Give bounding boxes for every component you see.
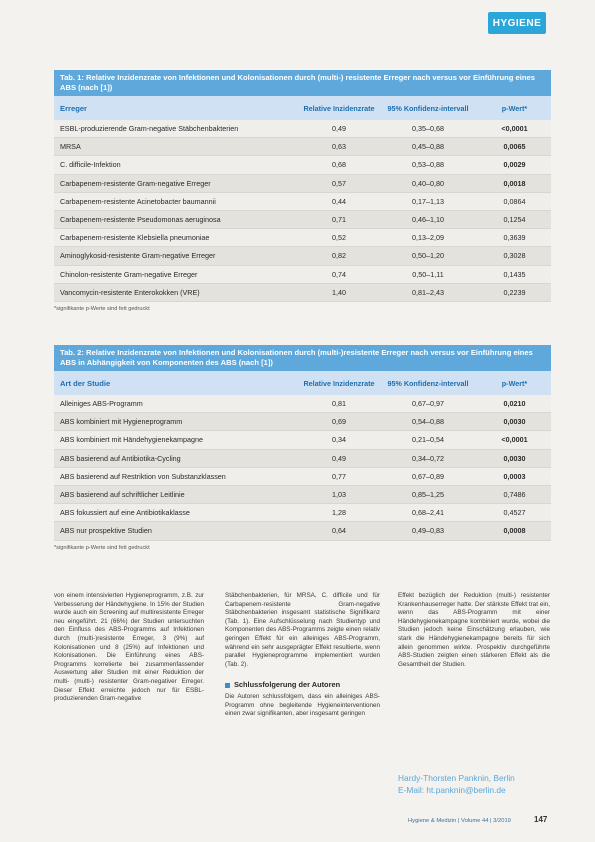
table-row bbox=[54, 193, 551, 211]
cell-rate: 0,57 bbox=[332, 178, 346, 188]
table-row bbox=[54, 175, 551, 193]
body-column-3: Effekt bezüglich der Reduktion (multi-) resistenter Krankenhauserreger hatte. Der stärkste Effekt trat ein, wenn das ABS-Programm mit einer Händehygienekampagne kombiniert wurde, wobei die Studien jedoch keine Einschätzung erlauben, wie stark die Händehygienekampagne bereits für sich allein genommen wirkte. Prospektiv durchgeführte ABS-Studien zeigten einen stärkeren Effekt als die Gesamtheit der Studien. bbox=[398, 592, 550, 668]
page-number: 147 bbox=[534, 815, 548, 824]
cell-interval: 0,81–2,43 bbox=[412, 287, 444, 297]
cell-p-value: 0,1435 bbox=[503, 269, 526, 279]
cell-p-value: 0,7486 bbox=[503, 490, 526, 500]
table-1-footnote: *signifikante p-Werte sind fett gedruckt bbox=[54, 305, 150, 312]
cell-interval: 0,13–2,09 bbox=[412, 233, 444, 243]
cell-p-value: 0,0003 bbox=[503, 471, 526, 481]
cell-p-value: 0,0008 bbox=[503, 526, 526, 536]
author-email[interactable]: E-Mail: ht.panknin@berlin.de bbox=[398, 785, 506, 795]
cell-label: ABS kombiniert mit Händehygienekampagne bbox=[60, 435, 204, 445]
cell-label: ABS nur prospektive Studien bbox=[60, 526, 152, 536]
cell-interval: 0,35–0,68 bbox=[412, 124, 444, 134]
cell-label: Aminoglykosid-resistente Gram-negative Erreger bbox=[60, 251, 216, 261]
cell-p-value: 0,0029 bbox=[503, 160, 526, 170]
table-2-caption: Tab. 2: Relative Inzidenzrate von Infektionen und Kolonisationen durch (multi-)resistente Erreger nach versus vor Einführung eines ABS in Abhängigkeit von Komponenten des ABS (nach [1]) bbox=[54, 345, 551, 371]
journal-footer: Hygiene & Medizin | Volume 44 | 3/2019 bbox=[408, 818, 511, 824]
table-row bbox=[54, 395, 551, 413]
table-1-header bbox=[54, 96, 551, 120]
cell-interval: 0,49–0,83 bbox=[412, 526, 444, 536]
cell-label: ABS basierend auf schriftlicher Leitlinie bbox=[60, 490, 185, 500]
cell-interval: 0,46–1,10 bbox=[412, 215, 444, 225]
table-1-body bbox=[54, 120, 551, 302]
cell-rate: 1,03 bbox=[332, 490, 346, 500]
cell-rate: 0,69 bbox=[332, 417, 346, 427]
cell-p-value: 0,4527 bbox=[503, 508, 526, 518]
table-row bbox=[54, 156, 551, 174]
bullet-square-icon bbox=[225, 683, 230, 688]
cell-p-value: 0,0210 bbox=[503, 399, 526, 409]
table-row bbox=[54, 468, 551, 486]
cell-p-value: 0,3639 bbox=[503, 233, 526, 243]
cell-label: Carbapenem-resistente Gram-negative Erreger bbox=[60, 178, 211, 188]
author-name: Hardy-Thorsten Panknin, Berlin bbox=[398, 773, 515, 783]
table-row bbox=[54, 211, 551, 229]
body-column-2-text: Stäbchenbakterien, für MRSA, C. difficile und für Carbapenem-resistente Gram-negative Stäbchenbakterien insgesamt statistische Signifikanz (Tab. 1). Eine Aufschlüsselung nach Studientyp und Komponenten des ABS-Programms zeigte einen relativ geringen Effekt für ein alleiniges ABS-Programm, während ein sehr ausgeprägter Effekt resultierte, wenn parallel Hygieneprogramme implementiert wurden (Tab. 2). bbox=[225, 592, 380, 668]
cell-p-value: 0,2239 bbox=[503, 287, 526, 297]
header-p-wert: p-Wert* bbox=[501, 103, 528, 113]
cell-interval: 0,54–0,88 bbox=[412, 417, 444, 427]
table-1 bbox=[54, 70, 551, 312]
cell-interval: 0,17–1,13 bbox=[412, 196, 444, 206]
cell-rate: 1,40 bbox=[332, 287, 346, 297]
cell-interval: 0,21–0,54 bbox=[412, 435, 444, 445]
cell-rate: 0,49 bbox=[332, 124, 346, 134]
table-2-body bbox=[54, 395, 551, 541]
cell-label: Alleiniges ABS-Programm bbox=[60, 399, 143, 409]
cell-label: ESBL-produzierende Gram-negative Stäbchenbakterien bbox=[60, 124, 239, 134]
table-row bbox=[54, 229, 551, 247]
cell-p-value: <0,0001 bbox=[501, 435, 528, 445]
cell-p-value: 0,0864 bbox=[503, 196, 526, 206]
cell-label: Carbapenem-resistente Acinetobacter baumannii bbox=[60, 196, 216, 206]
cell-rate: 0,63 bbox=[332, 142, 346, 152]
table-row bbox=[54, 266, 551, 284]
cell-interval: 0,67–0,97 bbox=[412, 399, 444, 409]
header-art-der-studie: Art der Studie bbox=[60, 378, 111, 388]
table-row bbox=[54, 138, 551, 156]
table-2-header bbox=[54, 371, 551, 395]
cell-label: ABS basierend auf Restriktion von Substanzklassen bbox=[60, 471, 226, 481]
cell-rate: 0,44 bbox=[332, 196, 346, 206]
table-row bbox=[54, 247, 551, 265]
cell-interval: 0,45–0,88 bbox=[412, 142, 444, 152]
section-heading bbox=[225, 681, 380, 690]
header-erreger: Erreger bbox=[60, 103, 88, 113]
cell-label: Carbapenem-resistente Pseudomonas aeruginosa bbox=[60, 215, 221, 225]
cell-interval: 0,68–2,41 bbox=[412, 508, 444, 518]
author-block bbox=[398, 772, 515, 796]
cell-rate: 1,28 bbox=[332, 508, 346, 518]
cell-interval: 0,85–1,25 bbox=[412, 490, 444, 500]
cell-label: ABS fokussiert auf eine Antibiotikaklasse bbox=[60, 508, 190, 518]
body-column-2 bbox=[225, 592, 380, 719]
cell-rate: 0,64 bbox=[332, 526, 346, 536]
body-column-1: von einem intensivierten Hygieneprogramm, z.B. zur Verbesserung der Händehygiene. In 15% der Studien wurde auch ein Screening auf multiresistente Erreger neu eingeführt. 21 (66%) der Studien untersuchten den Einfluss des ABS-Programms auf Infektionen durch (multi-)resistente Erreger, 3 (9%) auf Kolonisationen und 8 (25%) auf Infektionen und Kolonisationen. Die Einführung eines ABS-Programms korrelierte bei zusammenfassender Auswertung aller Studien mit einer Reduktion der multi- (multi-) resistenter Gram-negativer Erreger. Dieser Effekt erreichte jedoch nur für ESBL-produzierenden Gram-negative bbox=[54, 592, 204, 703]
cell-label: ABS basierend auf Antibiotika-Cycling bbox=[60, 453, 181, 463]
header-konfidenzintervall: 95% Konfidenz-intervall bbox=[387, 378, 469, 388]
cell-label: C. difficile-Infektion bbox=[60, 160, 121, 170]
cell-label: MRSA bbox=[60, 142, 81, 152]
header-relative-inzidenzrate: Relative Inzidenzrate bbox=[303, 378, 375, 388]
table-2-footnote: *signifikante p-Werte sind fett gedruckt bbox=[54, 544, 150, 551]
section-heading-text: Schlussfolgerung der Autoren bbox=[234, 680, 341, 690]
table-row bbox=[54, 450, 551, 468]
cell-p-value: <0,0001 bbox=[501, 124, 528, 134]
cell-label: Chinolon-resistente Gram-negative Erreger bbox=[60, 269, 198, 279]
table-row bbox=[54, 284, 551, 302]
table-row bbox=[54, 413, 551, 431]
table-1-caption: Tab. 1: Relative Inzidenzrate von Infektionen und Kolonisationen durch (multi-) resistente Erreger nach versus vor Einführung eines ABS (nach [1]) bbox=[54, 70, 551, 96]
cell-interval: 0,67–0,89 bbox=[412, 471, 444, 481]
table-row bbox=[54, 486, 551, 504]
cell-label: ABS kombiniert mit Hygieneprogramm bbox=[60, 417, 183, 427]
table-row bbox=[54, 431, 551, 449]
cell-p-value: 0,0030 bbox=[503, 417, 526, 427]
cell-label: Carbapenem-resistente Klebsiella pneumoniae bbox=[60, 233, 210, 243]
cell-rate: 0,81 bbox=[332, 399, 346, 409]
cell-interval: 0,50–1,11 bbox=[412, 269, 444, 279]
cell-p-value: 0,1254 bbox=[503, 215, 526, 225]
cell-interval: 0,40–0,80 bbox=[412, 178, 444, 188]
cell-rate: 0,68 bbox=[332, 160, 346, 170]
journal-logo: HYGIENE bbox=[488, 12, 546, 34]
cell-label: Vancomycin-resistente Enterokokken (VRE) bbox=[60, 287, 200, 297]
header-p-wert: p-Wert* bbox=[501, 378, 528, 388]
table-row bbox=[54, 522, 551, 540]
cell-p-value: 0,3028 bbox=[503, 251, 526, 261]
cell-rate: 0,34 bbox=[332, 435, 346, 445]
cell-rate: 0,71 bbox=[332, 215, 346, 225]
cell-rate: 0,77 bbox=[332, 471, 346, 481]
cell-p-value: 0,0065 bbox=[503, 142, 526, 152]
header-konfidenzintervall: 95% Konfidenz-intervall bbox=[387, 103, 469, 113]
cell-interval: 0,50–1,20 bbox=[412, 251, 444, 261]
body-column-2b-text: Die Autoren schlussfolgern, dass ein alleiniges ABS-Programm ohne begleitende Hygieneinterventionen einen zwar signifikanten, aber insgesamt geringen bbox=[225, 692, 380, 718]
cell-rate: 0,82 bbox=[332, 251, 346, 261]
table-row bbox=[54, 504, 551, 522]
cell-p-value: 0,0018 bbox=[503, 178, 526, 188]
cell-p-value: 0,0030 bbox=[503, 453, 526, 463]
cell-rate: 0,52 bbox=[332, 233, 346, 243]
header-relative-inzidenzrate: Relative Inzidenzrate bbox=[303, 103, 375, 113]
cell-rate: 0,49 bbox=[332, 453, 346, 463]
cell-interval: 0,53–0,88 bbox=[412, 160, 444, 170]
cell-interval: 0,34–0,72 bbox=[412, 453, 444, 463]
table-row bbox=[54, 120, 551, 138]
table-2 bbox=[54, 345, 551, 551]
cell-rate: 0,74 bbox=[332, 269, 346, 279]
